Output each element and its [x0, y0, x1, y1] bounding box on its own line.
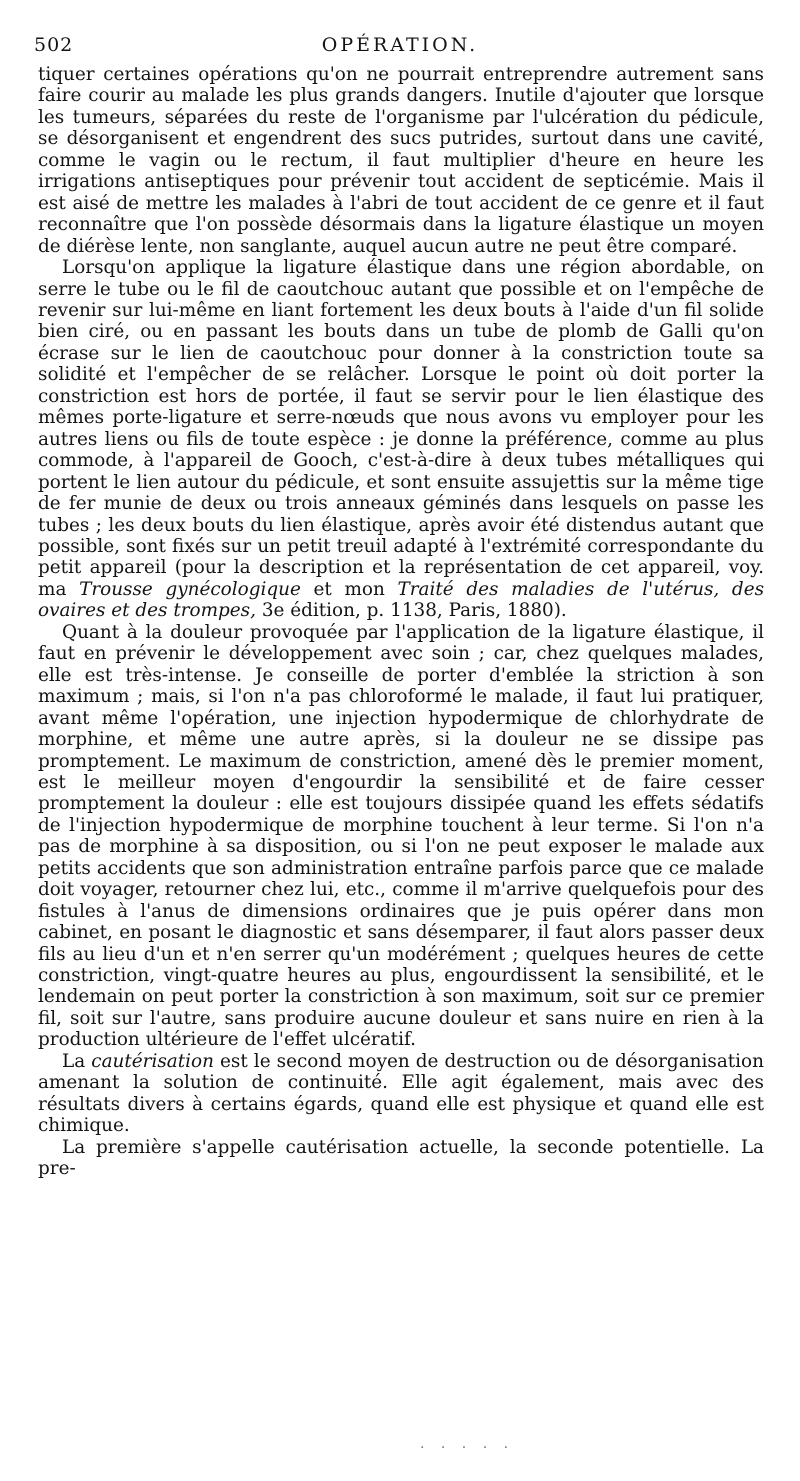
- running-title: OPÉRATION.: [321, 34, 479, 56]
- paragraph-4-text-2: est le second moyen de destruction ou de désorganisation amenant la solution de continuité. Elle agit également, mais avec des résultats divers à certains égards, quand elle est physique et quand elle est chimique.: [38, 1050, 764, 1137]
- paragraph-3-text: Quant à la douleur provoquée par l'application de la ligature élastique, il faut en prévenir le développement avec soin ; car, chez quelques malades, elle est très-intense. Je conseille de porter d'emblée la striction à son maximum ; mais, si l'on n'a pas chloroformé le malade, il faut lui pratiquer, avant même l'opération, une injection hypodermique de chlorhydrate de morphine, et même une autre après, si la douleur ne se dissipe pas promptement. Le maximum de constriction, amené dès le premier moment, est le meilleur moyen d'engourdir la sensibilité et de faire cesser promptement la douleur : elle est toujours dissipée quand les effets sédatifs de l'injection hypodermique de morphine touchent à leur terme. Si l'on n'a pas de morphine à sa disposition, ou si l'on ne peut exposer le malade aux petits accidents que son administration entraîne parfois parce que ce malade doit voyager, retourner chez lui, etc., comme il m'arrive quelquefois pour des fistules à l'anus de dimensions ordinaires que je puis opérer dans mon cabinet, en posant le diagnostic et sans désemparer, il faut alors passer deux fils au lieu d'un et n'en serrer qu'un modérément ; quelques heures de cette constriction, vingt-quatre heures au plus, engourdissent la sensibilité, et le lendemain on peut porter la constriction à son maximum, soit sur ce premier fil, soit sur l'autre, sans produire aucune douleur et sans nuire en rien à la production ultérieure de l'effet ulcératif.: [38, 621, 764, 1051]
- book-title-traite: Traité des maladies de l'utérus, des ovaires et des trompes,: [38, 578, 765, 622]
- paragraph-4-text: La: [62, 1050, 92, 1072]
- paragraph-1: [38, 64, 764, 257]
- book-title-trousse: Trousse gynécologique: [79, 578, 301, 600]
- paragraph-5-text: La première s'appelle cautérisation actuelle, la seconde potentielle. La pre-: [38, 1136, 764, 1180]
- paragraph-5: [38, 1137, 764, 1180]
- page-number: 502: [34, 34, 74, 56]
- paragraph-1-text: tiquer certaines opérations qu'on ne pourrait entreprendre autrement sans faire courir au malade les plus grands dangers. Inutile d'ajouter que lorsque les tumeurs, séparées du reste de l'organisme par l'ulcération du pédicule, se désorganisent et engendrent des sucs putrides, surtout dans une cavité, comme le vagin ou le rectum, il faut multiplier d'heure en heure les irrigations antiseptiques pour prévenir tout accident de septicémie. Mais il est aisé de mettre les malades à l'abri de tout accident de ce genre et il faut reconnaître que l'on possède désormais dans la ligature élastique un moyen de diérèse lente, non sanglante, auquel aucun autre ne peut être comparé.: [38, 64, 764, 257]
- paragraph-2-text-3: 3e édition, p. 1138, Paris, 1880).: [255, 600, 567, 622]
- paragraph-2-text: Lorsqu'on applique la ligature élastique dans une région abordable, on serre le tube ou le fil de caoutchouc autant que possible et on l'empêche de revenir sur lui-même en liant fortement les deux bouts à l'aide d'un fil solide bien ciré, ou en passant les bouts dans un tube de plomb de Galli qu'on écrase sur le lien de caoutchouc pour donner à la constriction toute sa solidité et l'empêcher de se relâcher. Lorsque le point où doit porter la constriction est hors de portée, il faut se servir pour le lien élastique des mêmes porte-ligature et serre-nœuds que nous avons vu employer pour les autres liens ou fils de toute espèce : je donne la préférence, comme au plus commode, à l'appareil de Gooch, c'est-à-dire à deux tubes métalliques qui portent le lien autour du pédicule, et sont ensuite assujettis sur la même tige de fer munie de deux ou trois anneaux géminés dans lesquels on passe les tubes ; les deux bouts du lien élastique, après avoir été distendus autant que possible, sont fixés sur un petit treuil adapté à l'extrémité correspondante du petit appareil (pour la description et la représentation de cet appareil, voy. ma: [38, 257, 764, 600]
- footer-marks: . . . . .: [420, 1436, 515, 1452]
- term-cauterisation: cautérisation: [91, 1050, 214, 1072]
- paragraph-4: [38, 1051, 764, 1137]
- paragraph-2-text-2: et mon: [300, 578, 398, 600]
- page-header: [34, 34, 766, 60]
- paragraph-2: [38, 257, 764, 622]
- body-text: [38, 64, 764, 1180]
- paragraph-3: [38, 622, 764, 1051]
